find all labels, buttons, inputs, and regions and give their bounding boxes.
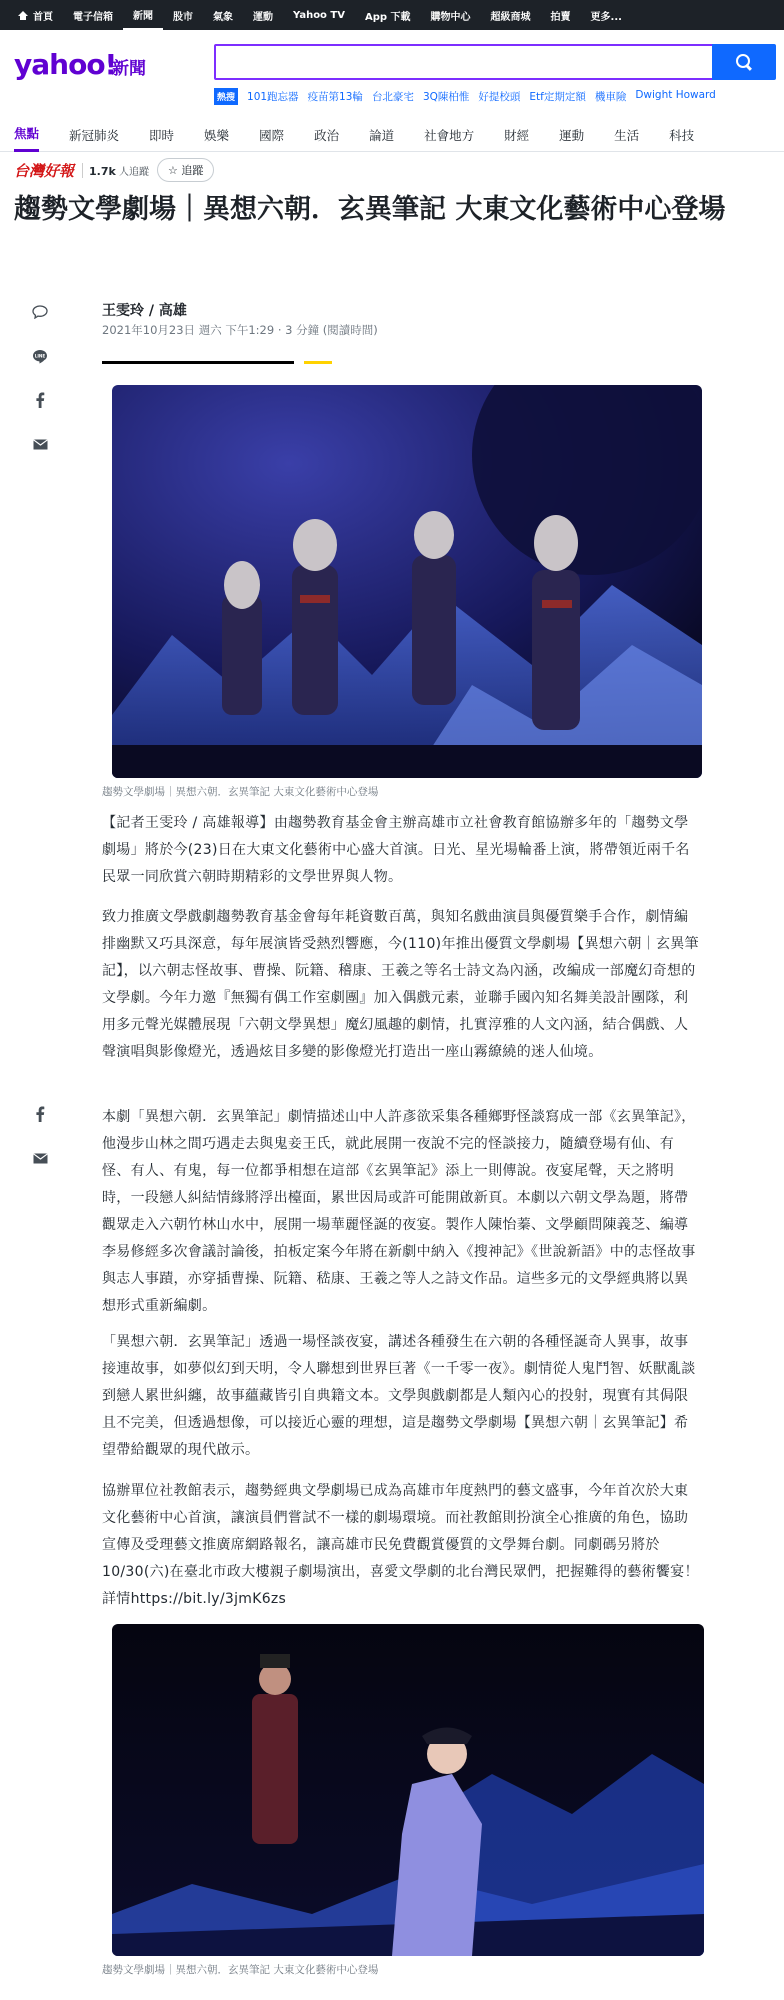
trending-link[interactable]: 3Q陳柏惟 bbox=[422, 91, 470, 103]
topbar-link[interactable] bbox=[491, 8, 531, 23]
actors-stage-image bbox=[112, 1624, 704, 1956]
facebook-share-icon[interactable] bbox=[30, 390, 50, 410]
trending-link[interactable]: Dwight Howard bbox=[635, 89, 716, 101]
topbar-link[interactable] bbox=[431, 8, 471, 23]
comment-icon[interactable] bbox=[30, 302, 50, 322]
home-icon bbox=[18, 11, 28, 20]
category-tab[interactable]: 新冠肺炎 bbox=[69, 127, 120, 143]
topbar-label: 新聞 bbox=[133, 10, 153, 22]
topbar-item[interactable] bbox=[283, 0, 355, 30]
follow-button[interactable]: ☆ 追蹤 bbox=[157, 158, 214, 182]
category-tab[interactable]: 政治 bbox=[314, 127, 340, 143]
topbar-label: 電子信箱 bbox=[73, 11, 113, 23]
category-tab[interactable]: 即時 bbox=[149, 127, 175, 143]
topbar-link[interactable] bbox=[293, 10, 345, 21]
article-paragraph: 致力推廣文學戲劇趨勢教育基金會每年耗資數百萬，與知名戲曲演員與優質樂手合作，劇情編排幽默又巧具深意，每年展演皆受熱烈響應，今(110)年推出優質文學劇場【異想六朝｜玄異筆記】，以六朝志怪故事、曹操、阮籍、稽康、王羲之等名士詩文為內涵，改編成一部魔幻奇想的文學劇。今年力邀『無獨有偶工作室劇團』加入偶戲元素，並聯手國內知名舞美設計團隊，利用多元聲光媒體展現「六朝文學異想」魔幻風趣的劇情，扎實淳雅的人文內涵，結合偶戲、人聲演唱與影像燈光，透過炫目多變的影像燈光打造出一座山霧繚繞的迷人仙境。 bbox=[102, 909, 699, 1060]
topbar-item[interactable] bbox=[355, 0, 421, 30]
email-share-icon[interactable] bbox=[30, 434, 50, 454]
article-paragraph: 本劇「異想六朝．玄異筆記」劇情描述山中人許彥欲采集各種鄉野怪談寫成一部《玄異筆記》，他漫步山林之間巧遇走去與鬼妾王氏，就此展開一夜說不完的怪談接力，隨續登場有仙、有怪、有人、有鬼，每一位都爭相想在這部《玄異筆記》添上一則傳說。夜宴尾聲，天之將明時，一段戀人糾結情緣將浮出檯面，累世因局或許可能開啟新頁。本劇以六朝文學為題，將帶觀眾走入六朝竹林山水中，展開一場華麗怪誕的夜宴。製作人陳怡蓁、文學顧問陳義芝、編導李易修經多次會議討論後，拍板定案今年將在新劇中納入《搜神記》《世說新語》中的志怪故事與志人事蹟，亦穿插曹操、阮籍、嵇康、王羲之等人之詩文作品。這些多元的文學經典將以異想形式重新編劇。 bbox=[102, 1109, 696, 1314]
topbar-link[interactable] bbox=[173, 8, 193, 23]
topbar-item[interactable] bbox=[63, 0, 123, 30]
category-tab[interactable]: 國際 bbox=[259, 127, 285, 143]
article-paragraph: 【記者王雯玲 / 高雄報導】由趨勢教育基金會主辦高雄市立社會教育館協辦多年的「趨勢文學劇場」將於今(23)日在大東文化藝術中心盛大首演。日光、星光場輪番上演，將帶領近兩千名民眾一同欣賞六朝時期精彩的文學世界與人物。 bbox=[102, 815, 690, 885]
topbar-item[interactable] bbox=[8, 0, 63, 30]
svg-text:LINE: LINE bbox=[34, 353, 46, 359]
photo-caption-2: 趨勢文學劇場｜異想六朝．玄異筆記 大東文化藝術中心登場 bbox=[102, 1964, 379, 1976]
trending-link[interactable]: 台北豪宅 bbox=[371, 91, 414, 103]
follower-count: 1.7k 人追蹤 bbox=[82, 163, 149, 178]
article-photo-1[interactable] bbox=[112, 385, 702, 778]
category-tab[interactable]: 焦點 bbox=[14, 118, 39, 152]
top-bar bbox=[0, 0, 784, 30]
trending-searches bbox=[214, 88, 716, 105]
trending-link[interactable]: 101跑忘器 bbox=[247, 91, 299, 103]
topbar-link[interactable] bbox=[591, 8, 622, 23]
category-tab[interactable]: 娛樂 bbox=[204, 127, 230, 143]
category-tab[interactable]: 運動 bbox=[559, 127, 585, 143]
author-divider-accent bbox=[304, 361, 332, 364]
topbar-label: 購物中心 bbox=[430, 11, 471, 23]
source-logo[interactable]: 台灣好報 bbox=[14, 161, 75, 180]
trending-link[interactable]: 機車險 bbox=[594, 91, 627, 103]
source-row bbox=[14, 158, 214, 182]
category-tab[interactable]: 科技 bbox=[669, 127, 695, 143]
article-author[interactable]: 王雯玲 / 高雄 bbox=[102, 303, 187, 319]
topbar-item[interactable] bbox=[123, 0, 163, 30]
topbar-link[interactable] bbox=[365, 8, 411, 23]
topbar-link[interactable] bbox=[133, 7, 153, 22]
topbar-link[interactable] bbox=[551, 8, 571, 23]
topbar-item[interactable] bbox=[243, 0, 283, 30]
topbar-label: App 下載 bbox=[364, 11, 411, 23]
topbar-label: 首頁 bbox=[33, 11, 53, 23]
article-photo-2[interactable] bbox=[112, 1624, 704, 1956]
news-logo-label[interactable]: 新聞 bbox=[112, 59, 146, 79]
search-input[interactable] bbox=[214, 44, 714, 80]
trending-label: 熱搜 bbox=[214, 88, 238, 105]
topbar-link[interactable] bbox=[73, 8, 113, 23]
topbar-item[interactable] bbox=[541, 0, 581, 30]
topbar-label: 超級商城 bbox=[490, 11, 531, 23]
trending-link[interactable]: 好提校頭 bbox=[478, 91, 521, 103]
facebook-share-icon-2[interactable] bbox=[30, 1104, 50, 1124]
author-divider bbox=[102, 361, 294, 364]
email-share-icon-2[interactable] bbox=[30, 1148, 50, 1168]
topbar-item[interactable] bbox=[163, 0, 203, 30]
photo-caption-1: 趨勢文學劇場｜異想六朝．玄異筆記 大東文化藝術中心登場 bbox=[102, 786, 379, 798]
category-tab[interactable]: 財經 bbox=[504, 127, 530, 143]
topbar-label: 運動 bbox=[253, 11, 273, 23]
site-header bbox=[0, 30, 784, 114]
topbar-item[interactable] bbox=[421, 0, 481, 30]
search-icon bbox=[736, 54, 752, 70]
topbar-item[interactable] bbox=[481, 0, 541, 30]
topbar-label: 拍賣 bbox=[550, 11, 571, 23]
trending-link[interactable]: 疫苗第13輪 bbox=[307, 91, 363, 103]
topbar-link[interactable] bbox=[213, 8, 233, 23]
search-button[interactable] bbox=[712, 44, 776, 80]
article-title: 趨勢文學劇場｜異想六朝．玄異筆記 大東文化藝術中心登場 bbox=[14, 194, 726, 225]
yahoo-logo[interactable]: yahoo! bbox=[14, 48, 117, 81]
topbar-item[interactable] bbox=[203, 0, 243, 30]
category-tab[interactable]: 論道 bbox=[369, 127, 395, 143]
topbar-item[interactable] bbox=[581, 0, 632, 30]
category-tab[interactable]: 生活 bbox=[614, 127, 640, 143]
category-tab[interactable]: 社會地方 bbox=[424, 127, 475, 143]
topbar-label: 更多... bbox=[590, 11, 622, 23]
topbar-label: 氣象 bbox=[213, 11, 233, 23]
topbar-link[interactable] bbox=[253, 8, 273, 23]
topbar-label: 股市 bbox=[173, 11, 193, 23]
category-nav bbox=[0, 118, 784, 152]
article-paragraph: 「異想六朝．玄異筆記」透過一場怪談夜宴，講述各種發生在六朝的各種怪誕奇人異事，故事接連故事，如夢似幻到天明，令人聯想到世界巨著《一千零一夜》。劇情從人鬼鬥智、妖獸亂談到戀人累世糾纏，故事蘊藏皆引自典籍文本。文學與戲劇都是人類內心的投射，現實有其侷限且不完美，但透過想像，可以接近心靈的理想，這是趨勢文學劇場【異想六朝｜玄異筆記】希望帶給觀眾的現代啟示。 bbox=[102, 1334, 696, 1458]
line-share-icon[interactable] bbox=[30, 346, 50, 366]
trending-link[interactable]: Etf定期定額 bbox=[529, 91, 586, 103]
article-paragraph: 協辦單位社教館表示，趨勢經典文學劇場已成為高雄市年度熱門的藝文盛事，今年首次於大東文化藝術中心首演，讓演員們嘗試不一樣的劇場環境。而社教館則扮演全心推廣的角色，協助宣傳及受理藝文推廣席網路報名，讓高雄市民免費觀賞優質的文學舞台劇。同劇碼另將於10/30(六)在臺北市政大樓親子劇場演出，喜愛文學劇的北台灣民眾們，把握難得的藝術饗宴！詳情https://bit.ly/3jmK6zs bbox=[102, 1483, 699, 1607]
topbar-label: Yahoo TV bbox=[293, 9, 345, 21]
article-date: 2021年10月23日 週六 下午1:29 · 3 分鐘 (閱讀時間) bbox=[102, 323, 378, 337]
puppet-stage-image bbox=[112, 385, 702, 778]
topbar-link[interactable] bbox=[18, 8, 53, 23]
